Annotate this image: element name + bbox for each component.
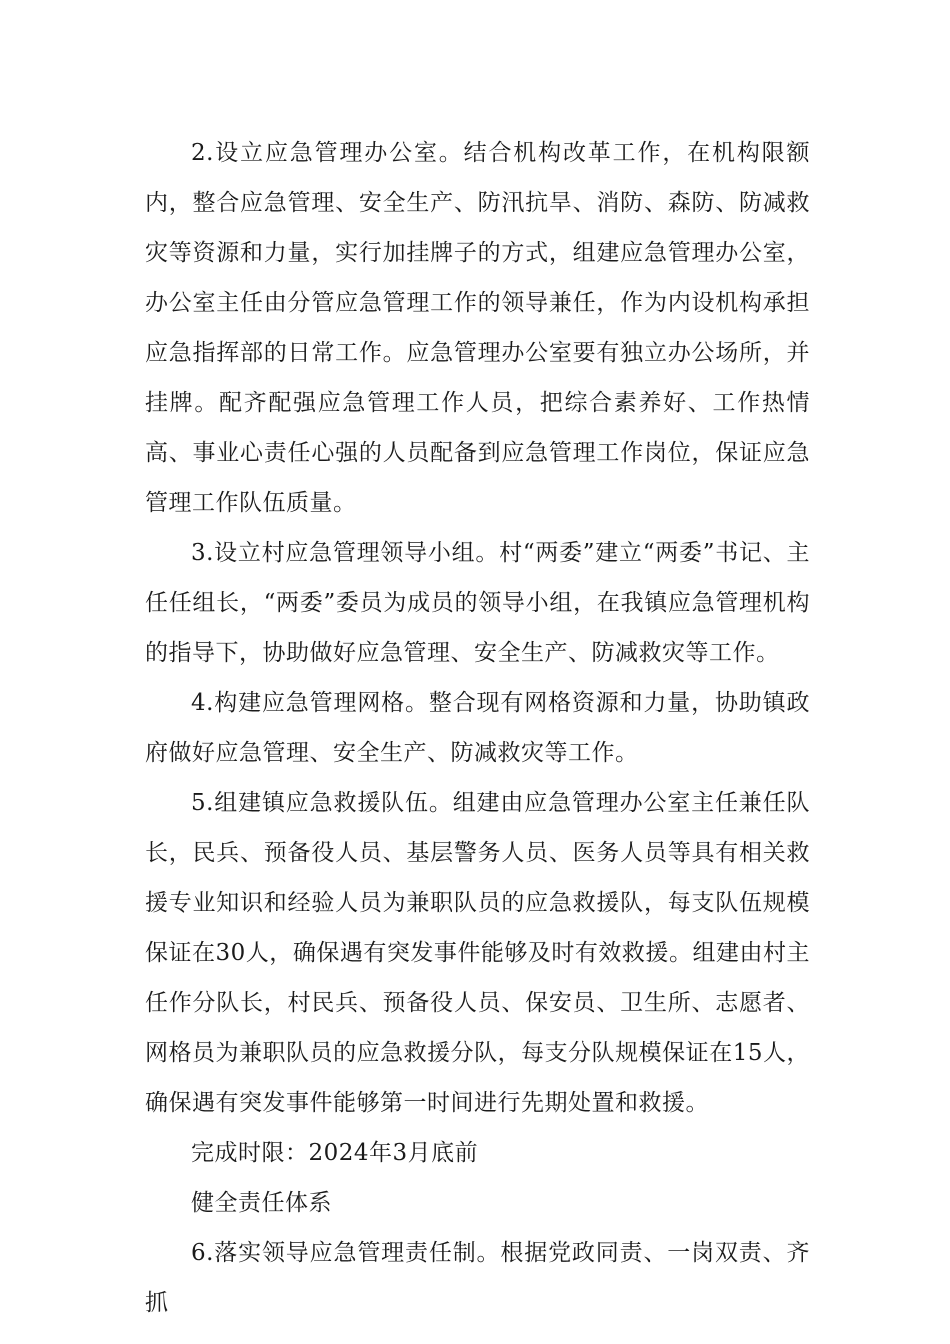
document-body: [145, 128, 810, 1328]
paragraph-deadline: 完成时限：2024年3月底前: [191, 1140, 479, 1166]
paragraph-grid: 4.构建应急管理网格。整合现有网格资源和力量，协助镇政府做好应急管理、安全生产、防减救灾等工作。: [145, 690, 810, 766]
paragraph-leadership-responsibility: 6.落实领导应急管理责任制。根据党政同责、一岗双责、齐抓: [145, 1240, 810, 1316]
paragraph-rescue-team: 5.组建镇应急救援队伍。组建由应急管理办公室主任兼任队长，民兵、预备役人员、基层警务人员、医务人员等具有相关救援专业知识和经验人员为兼职队员的应急救援队，每支队伍规模保证在30人，确保遇有突发事件能够及时有效救援。组建由村主任作分队长，村民兵、预备役人员、保安员、卫生所、志愿者、网格员为兼职队员的应急救援分队，每支分队规模保证在15人，确保遇有突发事件能够第一时间进行先期处置和救援。: [145, 790, 810, 1116]
paragraph-village-group: 3.设立村应急管理领导小组。村“两委”建立“两委”书记、主任任组长，“两委”委员为成员的领导小组，在我镇应急管理机构的指导下，协助做好应急管理、安全生产、防减救灾等工作。: [145, 540, 810, 666]
paragraph-office-setup: 2.设立应急管理办公室。结合机构改革工作，在机构限额内，整合应急管理、安全生产、防汛抗旱、消防、森防、防减救灾等资源和力量，实行加挂牌子的方式，组建应急管理办公室，办公室主任由分管应急管理工作的领导兼任，作为内设机构承担应急指挥部的日常工作。应急管理办公室要有独立办公场所，并挂牌。配齐配强应急管理工作人员，把综合素养好、工作热情高、事业心责任心强的人员配备到应急管理工作岗位，保证应急管理工作队伍质量。: [145, 140, 810, 516]
section-heading-responsibility: 健全责任体系: [191, 1190, 332, 1216]
